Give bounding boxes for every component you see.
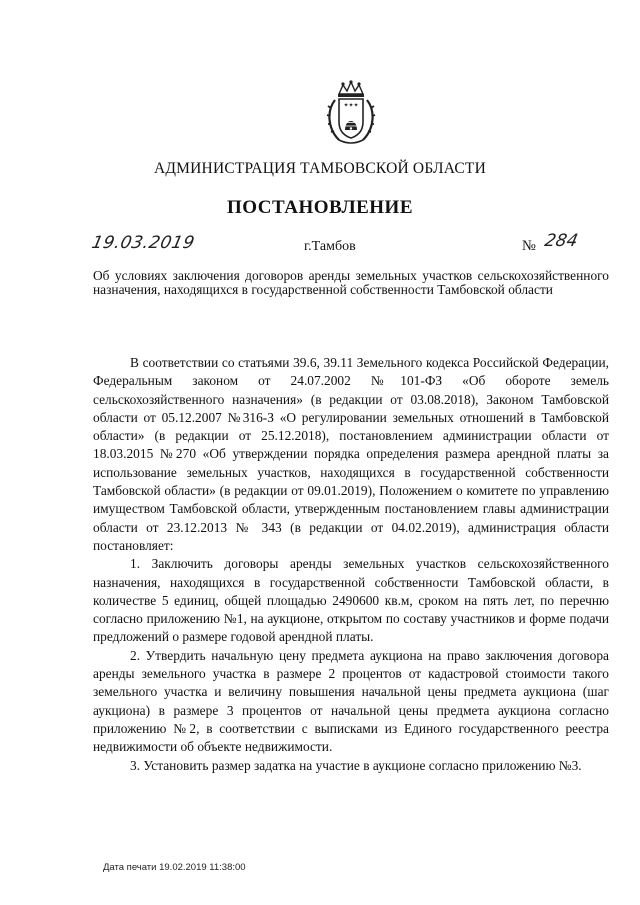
handwritten-date: 19.03.2019 (89, 233, 197, 253)
handwritten-number: 284 (542, 231, 580, 251)
city-label: г.Тамбов (304, 239, 356, 254)
number-prefix: № (522, 238, 536, 254)
item-paragraph-1: 1. Заключить договоры аренды земельных участков сельскохозяйственного назначения, находящихся в государственной собственности Тамбовской области, в количестве 5 единиц, общей площадью 2490600 кв.м, сроком на пять лет, по перечню согласно приложению №1, на аукционе, открытом по составу участников и форме подачи предложений о размере годовой арендной платы. (93, 556, 609, 645)
print-date-footer: Дата печати 19.02.2019 11:38:00 (103, 862, 246, 873)
item-paragraph-2: 2. Утвердить начальную цену предмета аукциона на право заключения договора аренды земельного участка в размере 2 процентов от кадастровой стоимости такого земельного участка и величину повышения начальной цены предмета аукциона (шаг аукциона) в размере 3 процентов от начальной цены предмета аукциона согласно приложению №2, в соответствии с выписками из Единого государственного реестра недвижимости об объекте недвижимости. (93, 647, 609, 755)
tambov-coat-of-arms-icon (325, 80, 377, 146)
document-type-title: ПОСТАНОВЛЕНИЕ (226, 197, 414, 218)
preamble-paragraph: В соответствии со статьями 39.6, 39.11 Земельного кодекса Российской Федерации, Федеральным законом от 24.07.2002 №101-ФЗ «Об обороте земель сельскохозяйственного назначения» (в редакции от 03.08.2018), Законом Тамбовской области от 05.12.2007 №316-З «О регулировании земельных отношений в Тамбовской области» (в редакции от 25.12.2018), постановлением администрации области от 18.03.2015 №270 «Об утверждении порядка определения размера арендной платы за использование земельных участков, находящихся в государственной собственности Тамбовской области» (в редакции от 09.01.2019), Положением о комитете по управлению имуществом Тамбовской области, утвержденным постановлением главы администрации области от 23.12.2013 № 343 (в редакции от 04.02.2019), администрация области постановляет: (93, 355, 609, 553)
document-subject: Об условиях заключения договоров аренды земельных участков сельскохозяйственного назначения, находящихся в государственной собственности Тамбовской области (93, 268, 609, 297)
document-body (93, 354, 609, 775)
authority-name: АДМИНИСТРАЦИЯ ТАМБОВСКОЙ ОБЛАСТИ (154, 160, 486, 177)
svg-text:✦✦✦: ✦✦✦ (343, 102, 359, 109)
item-paragraph-3: 3. Установить размер задатка на участие в аукционе согласно приложению №3. (130, 757, 582, 773)
